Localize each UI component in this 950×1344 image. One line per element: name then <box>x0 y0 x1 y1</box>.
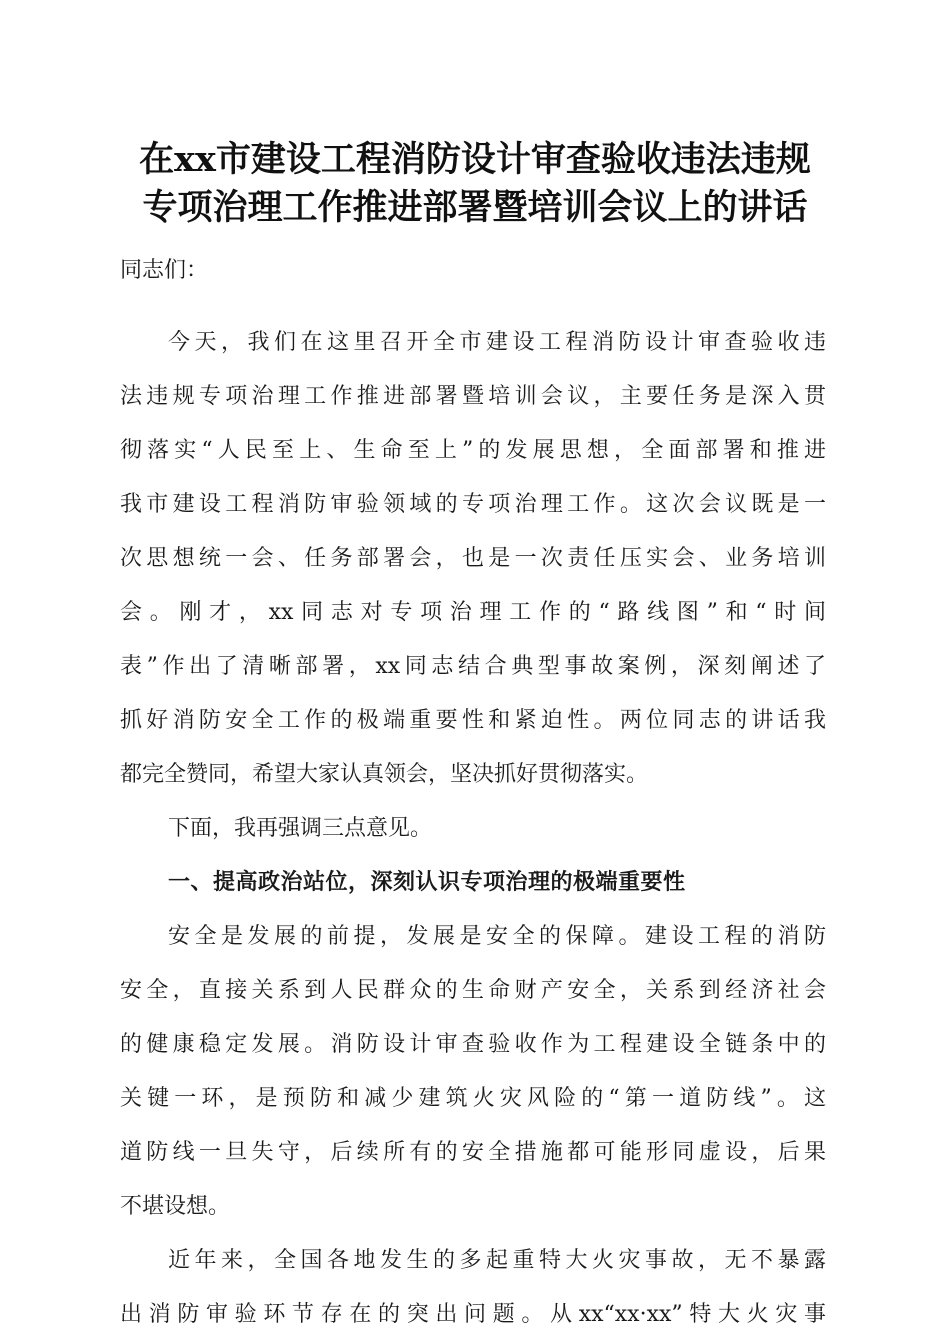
paragraph-line: 今天，我们在这里召开全市建设工程消防设计审查验收违 <box>168 330 826 355</box>
paragraph-line: 不堪设想。 <box>120 1194 231 1219</box>
paragraph-line: 出消防审验环节存在的突出问题。从xx“xx·xx”特大火灾事 <box>120 1302 826 1327</box>
paragraph-line: 都完全赞同，希望大家认真领会，坚决抓好贯彻落实。 <box>120 762 649 787</box>
paragraph-line: 抓好消防安全工作的极端重要性和紧迫性。两位同志的讲话我 <box>120 708 826 733</box>
paragraph-line: 我市建设工程消防审验领域的专项治理工作。这次会议既是一 <box>120 492 826 517</box>
document-title-line-1: 在xx市建设工程消防设计审查验收违法违规 <box>139 139 811 180</box>
paragraph-line: 安全是发展的前提，发展是安全的保障。建设工程的消防 <box>168 924 826 949</box>
salutation: 同志们： <box>120 258 209 283</box>
paragraph-line: 下面，我再强调三点意见。 <box>168 816 433 841</box>
paragraph-line: 法违规专项治理工作推进部署暨培训会议，主要任务是深入贯 <box>120 384 826 409</box>
paragraph-line: 次思想统一会、任务部署会，也是一次责任压实会、业务培训 <box>120 546 826 571</box>
paragraph-line: 近年来，全国各地发生的多起重特大火灾事故，无不暴露 <box>168 1248 826 1273</box>
document-title-line-2: 专项治理工作推进部署暨培训会议上的讲话 <box>142 187 808 228</box>
paragraph-line: 表”作出了清晰部署，xx同志结合典型事故案例，深刻阐述了 <box>120 654 826 679</box>
paragraph-line: 会。刚才，xx同志对专项治理工作的“路线图”和“时间 <box>120 600 826 625</box>
paragraph-line: 安全，直接关系到人民群众的生命财产安全，关系到经济社会 <box>120 978 826 1003</box>
paragraph-line: 彻落实“人民至上、生命至上”的发展思想，全面部署和推进 <box>120 438 826 463</box>
section-heading: 一、提高政治站位，深刻认识专项治理的极端重要性 <box>168 870 686 895</box>
paragraph-line: 关键一环，是预防和减少建筑火灾风险的“第一道防线”。这 <box>120 1086 826 1111</box>
paragraph-line: 的健康稳定发展。消防设计审查验收作为工程建设全链条中的 <box>120 1032 826 1057</box>
paragraph-line: 道防线一旦失守，后续所有的安全措施都可能形同虚设，后果 <box>120 1140 826 1165</box>
